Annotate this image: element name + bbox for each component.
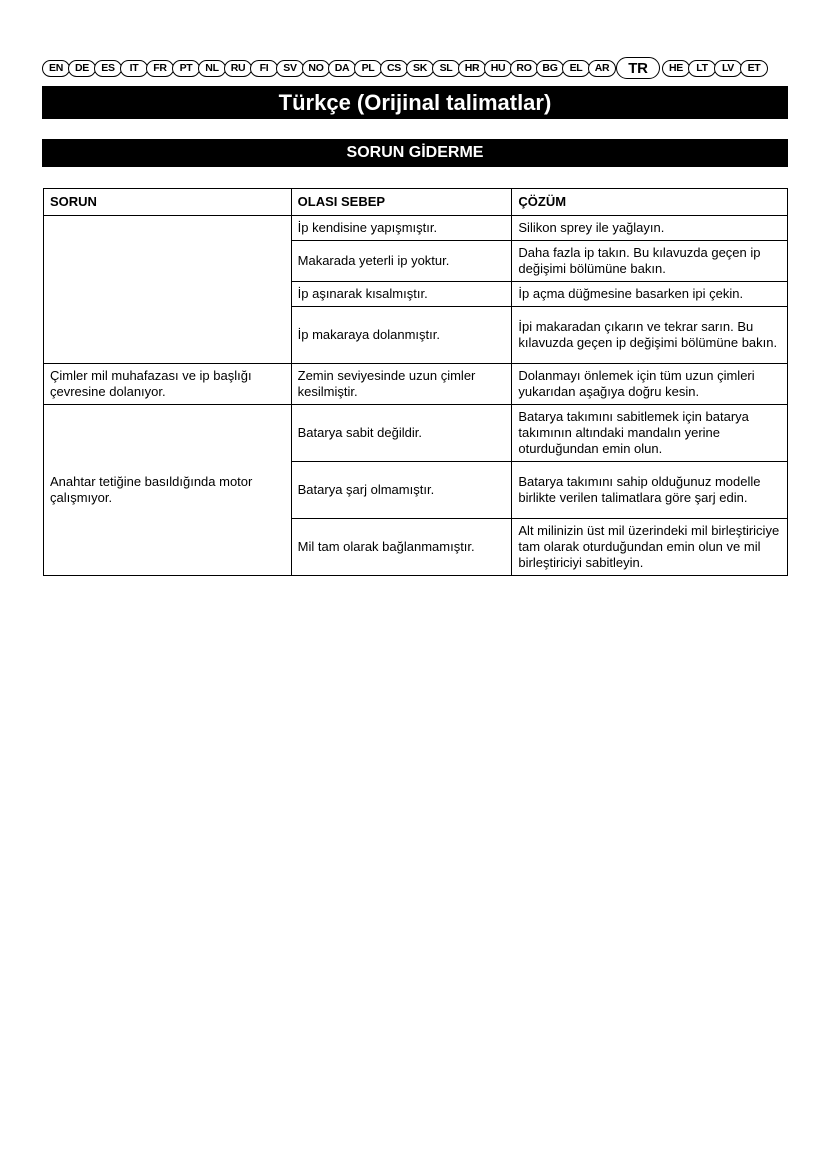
solution-cell: Alt milinizin üst mil üzerindeki mil birleştiriciye tam olarak oturduğundan emin olun ve mil birleştiriciyi sabitleyin.: [512, 519, 788, 576]
language-tab-ro: RO: [510, 60, 538, 77]
solution-cell: Daha fazla ip takın. Bu kılavuzda geçen ip değişimi bölümüne bakın.: [512, 241, 788, 282]
problem-cell: Anahtar tetiğine basıldığında motor çalışmıyor.: [44, 405, 292, 576]
language-tab-lt: LT: [688, 60, 716, 77]
language-tab-sk: SK: [406, 60, 434, 77]
cause-cell: İp kendisine yapışmıştır.: [291, 216, 512, 241]
language-tab-cs: CS: [380, 60, 408, 77]
cause-cell: İp aşınarak kısalmıştır.: [291, 282, 512, 307]
language-tab-en: EN: [42, 60, 70, 77]
cause-cell: Batarya sabit değildir.: [291, 405, 512, 462]
cause-cell: Makarada yeterli ip yoktur.: [291, 241, 512, 282]
language-tab-sv: SV: [276, 60, 304, 77]
language-tab-no: NO: [302, 60, 330, 77]
language-tab-lv: LV: [714, 60, 742, 77]
cause-cell: Batarya şarj olmamıştır.: [291, 462, 512, 519]
solution-cell: Batarya takımını sahip olduğunuz modelle birlikte verilen talimatlara göre şarj edin.: [512, 462, 788, 519]
language-tab-bg: BG: [536, 60, 564, 77]
language-tab-de: DE: [68, 60, 96, 77]
language-tab-nl: NL: [198, 60, 226, 77]
table-row: [44, 216, 788, 241]
solution-cell: İp açma düğmesine basarken ipi çekin.: [512, 282, 788, 307]
cause-cell: Mil tam olarak bağlanmamıştır.: [291, 519, 512, 576]
page-title: Türkçe (Orijinal talimatlar): [42, 86, 788, 119]
troubleshooting-table: [43, 188, 788, 576]
column-header-solution: ÇÖZÜM: [512, 189, 788, 216]
problem-cell: Çimler mil muhafazası ve ip başlığı çevresine dolanıyor.: [44, 364, 292, 405]
cause-cell: İp makaraya dolanmıştır.: [291, 307, 512, 364]
language-tab-ar: AR: [588, 60, 616, 77]
section-title: SORUN GİDERME: [42, 139, 788, 167]
solution-cell: Batarya takımını sabitlemek için batarya takımının altındaki mandalın yerine oturduğundan emin olun.: [512, 405, 788, 462]
solution-cell: Silikon sprey ile yağlayın.: [512, 216, 788, 241]
language-selector-bar: [42, 57, 784, 79]
solution-cell: İpi makaradan çıkarın ve tekrar sarın. Bu kılavuzda geçen ip değişimi bölümüne bakın.: [512, 307, 788, 364]
table-row: [44, 405, 788, 462]
column-header-problem: SORUN: [44, 189, 292, 216]
problem-cell: [44, 216, 292, 364]
language-tab-it: IT: [120, 60, 148, 77]
language-tab-pl: PL: [354, 60, 382, 77]
table-row: [44, 364, 788, 405]
language-tab-da: DA: [328, 60, 356, 77]
language-tab-he: HE: [662, 60, 690, 77]
language-tab-es: ES: [94, 60, 122, 77]
language-tab-sl: SL: [432, 60, 460, 77]
language-tab-hr: HR: [458, 60, 486, 77]
language-tab-fi: FI: [250, 60, 278, 77]
table-header-row: [44, 189, 788, 216]
language-tab-fr: FR: [146, 60, 174, 77]
solution-cell: Dolanmayı önlemek için tüm uzun çimleri yukarıdan aşağıya doğru kesin.: [512, 364, 788, 405]
language-tab-et: ET: [740, 60, 768, 77]
cause-cell: Zemin seviyesinde uzun çimler kesilmiştir.: [291, 364, 512, 405]
column-header-cause: OLASI SEBEP: [291, 189, 512, 216]
language-tab-ru: RU: [224, 60, 252, 77]
language-tab-hu: HU: [484, 60, 512, 77]
language-tab-el: EL: [562, 60, 590, 77]
language-tab-pt: PT: [172, 60, 200, 77]
language-tab-tr-active: TR: [616, 57, 660, 79]
